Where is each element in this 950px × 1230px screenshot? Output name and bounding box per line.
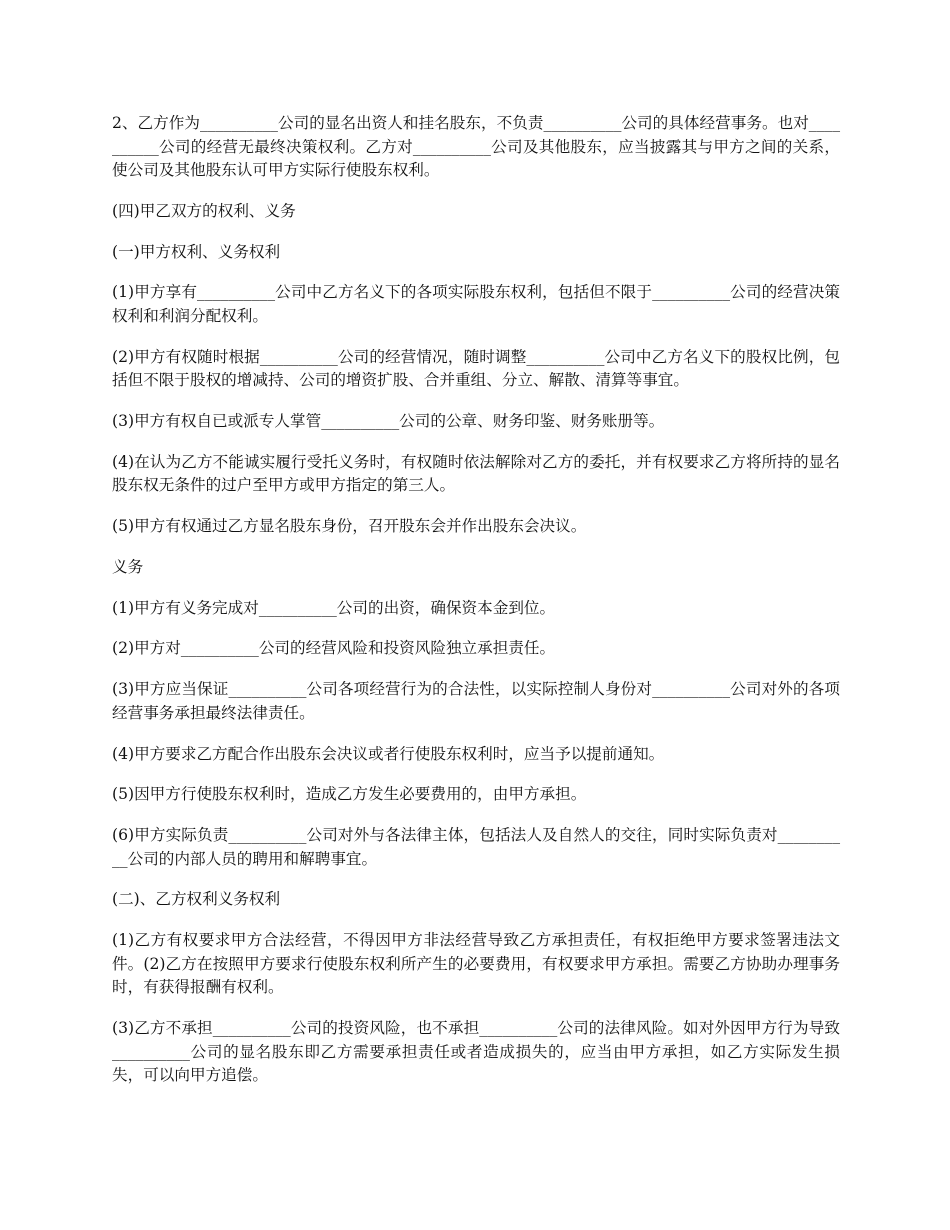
paragraph-a-duty-6: (6)甲方实际负责__________公司对外与各法律主体，包括法人及自然人的交往，同时实际负责对__________公司的内部人员的聘用和解聘事宜。 [112, 826, 840, 868]
document-page [112, 112, 840, 1105]
paragraph-a-duty-1: (1)甲方有义务完成对__________公司的出资，确保资本金到位。 [112, 598, 556, 617]
paragraph-a-duty-5: (5)因甲方行使股东权利时，造成乙方发生必要费用的，由甲方承担。 [112, 785, 587, 804]
paragraph-a-right-3: (3)甲方有权自已或派专人掌管__________公司的公章、财务印鉴、财务账册等。 [112, 411, 665, 430]
section-heading-rights-obligations: (四)甲乙双方的权利、义务 [112, 201, 296, 220]
paragraph-b-right-1-2: (1)乙方有权要求甲方合法经营，不得因甲方非法经营导致乙方承担责任，有权拒绝甲方要求签署违法文件。(2)乙方在按照甲方要求行使股东权利所产生的必要费用，有权要求甲方承担。需要乙方协助办理事务时，有获得报酬有权利。 [112, 931, 840, 997]
paragraph-clause-2: 2、乙方作为__________公司的显名出资人和挂名股东，不负责__________公司的具体经营事务。也对__________公司的经营无最终决策权利。乙方对__________公司及其他股东，应当披露其与甲方之间的关系，使公司及其他股东认可甲方实际行使股东权利。 [112, 114, 840, 179]
paragraph-a-right-1: (1)甲方享有__________公司中乙方名义下的各项实际股东权利，包括但不限于__________公司的经营决策权利和利润分配权利。 [112, 283, 840, 325]
subsection-heading-party-b: (二)、乙方权利义务权利 [112, 890, 281, 909]
paragraph-a-right-4: (4)在认为乙方不能诚实履行受托义务时，有权随时依法解除对乙方的委托，并有权要求乙方将所持的显名股东权无条件的过户至甲方或甲方指定的第三人。 [112, 452, 840, 495]
paragraph-a-right-5: (5)甲方有权通过乙方显名股东身份，召开股东会并作出股东会决议。 [112, 517, 587, 536]
paragraph-a-duty-4: (4)甲方要求乙方配合作出股东会决议或者行使股东权利时，应当予以提前通知。 [112, 744, 665, 763]
paragraph-b-right-3: (3)乙方不承担__________公司的投资风险，也不承担__________公司的法律风险。如对外因甲方行为导致__________公司的显名股东即乙方需要承担责任或者造成损失的，应当由甲方承担，如乙方实际发生损失，可以向甲方追偿。 [112, 1019, 840, 1085]
paragraph-a-duty-2: (2)甲方对__________公司的经营风险和投资风险独立承担责任。 [112, 639, 556, 658]
paragraph-a-right-2: (2)甲方有权随时根据__________公司的经营情况，随时调整__________公司中乙方名义下的股权比例，包括但不限于股权的增减持、公司的增资扩股、合并重组、分立、解散、清算等事宜。 [112, 347, 840, 390]
subsection-heading-party-a: (一)甲方权利、义务权利 [112, 242, 281, 261]
subheading-obligations: 义务 [112, 557, 144, 576]
paragraph-a-duty-3: (3)甲方应当保证__________公司各项经营行为的合法性，以实际控制人身份对__________公司对外的各项经营事务承担最终法律责任。 [112, 680, 840, 722]
